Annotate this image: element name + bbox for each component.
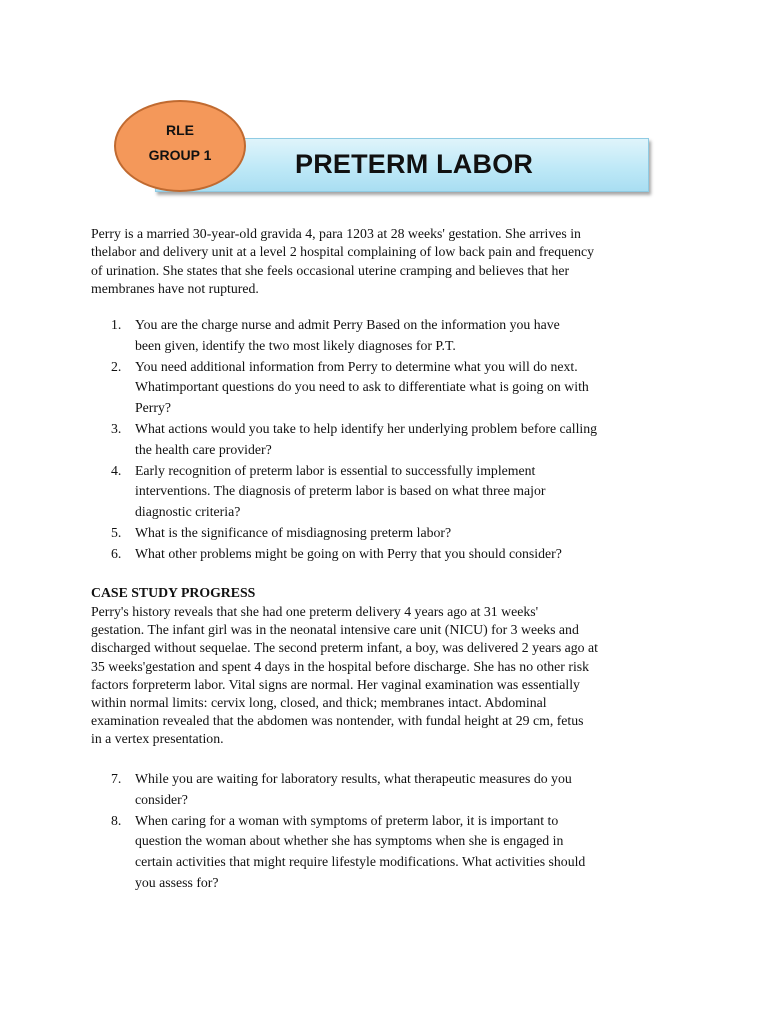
question-line: interventions. The diagnosis of preterm labor is based on what three major: [135, 483, 546, 499]
question-item: [91, 315, 691, 357]
intro-line: thelabor and delivery unit at a level 2 hospital complaining of low back pain and frequency: [91, 244, 595, 260]
question-number: 5.: [111, 524, 122, 540]
question-number: 8.: [111, 812, 122, 828]
intro-line: Perry is a married 30-year-old gravida 4, para 1203 at 28 weeks' gestation. She arrives in: [91, 226, 581, 241]
case-study-line: examination revealed that the abdomen was nontender, with fundal height at 29 cm, fetus: [91, 713, 584, 729]
case-study-line: Perry's history reveals that she had one preterm delivery 4 years ago at 31 weeks': [91, 604, 539, 619]
question-list-first: [91, 315, 691, 565]
page-title: PRETERM LABOR: [295, 149, 534, 179]
case-study-line: 35 weeks'gestation and spent 4 days in the hospital before discharge. She has no other risk: [91, 658, 590, 674]
question-line: Perry?: [135, 400, 172, 416]
question-number: 6.: [111, 545, 122, 561]
question-line: consider?: [135, 791, 188, 807]
case-study-line: discharged without sequelae. The second preterm infant, a boy, was delivered 2 years ago at: [91, 640, 598, 656]
question-item: [91, 461, 691, 523]
question-number: 4.: [111, 462, 122, 478]
question-line: Whatimportant questions do you need to ask to differentiate what is going on with: [135, 379, 589, 395]
question-item: [91, 419, 691, 461]
question-line: the health care provider?: [135, 441, 272, 457]
question-line: What other problems might be going on with Perry that you should consider?: [135, 545, 562, 561]
case-study-line: factors forpreterm labor. Vital signs are normal. Her vaginal examination was essentially: [91, 676, 580, 692]
question-line: question the woman about whether she has symptoms when she is engaged in: [135, 833, 564, 849]
case-study-line: in a vertex presentation.: [91, 731, 224, 747]
question-item: [91, 357, 691, 419]
question-list-second: [91, 769, 691, 894]
question-item: [91, 811, 691, 894]
question-line: While you are waiting for laboratory results, what therapeutic measures do you: [135, 771, 572, 786]
question-line: been given, identify the two most likely diagnoses for P.T.: [135, 337, 456, 353]
question-line: You are the charge nurse and admit Perry Based on the information you have: [135, 317, 560, 332]
question-item: [91, 544, 691, 565]
case-study-heading: CASE STUDY PROGRESS: [91, 585, 256, 600]
group-oval-badge: [114, 100, 246, 192]
intro-paragraph: [91, 225, 691, 298]
case-study-line: within normal limits: cervix long, closed, and thick; membranes intact. Abdominal: [91, 695, 547, 711]
question-item: [91, 769, 691, 811]
question-number: 1.: [111, 317, 122, 332]
question-number: 7.: [111, 771, 122, 786]
question-number: 2.: [111, 358, 122, 374]
group-label-number: GROUP 1: [148, 147, 212, 163]
question-line: diagnostic criteria?: [135, 504, 241, 520]
intro-line: membranes have not ruptured.: [91, 280, 259, 296]
group-label-rle: RLE: [166, 122, 194, 138]
question-line: What is the significance of misdiagnosing preterm labor?: [135, 524, 452, 540]
question-line: What actions would you take to help identify her underlying problem before calling: [135, 420, 598, 436]
case-study-line: gestation. The infant girl was in the neonatal intensive care unit (NICU) for 3 weeks and: [91, 622, 579, 638]
question-item: [91, 523, 691, 544]
case-study-paragraph: [91, 603, 691, 749]
question-line: certain activities that might require lifestyle modifications. What activities should: [135, 854, 586, 870]
question-line: When caring for a woman with symptoms of preterm labor, it is important to: [135, 812, 559, 828]
question-line: Early recognition of preterm labor is essential to successfully implement: [135, 462, 536, 478]
intro-line: of urination. She states that she feels occasional uterine cramping and believes that her: [91, 262, 570, 278]
question-line: You need additional information from Perry to determine what you will do next.: [135, 358, 578, 374]
question-line: you assess for?: [135, 874, 219, 890]
question-number: 3.: [111, 420, 122, 436]
